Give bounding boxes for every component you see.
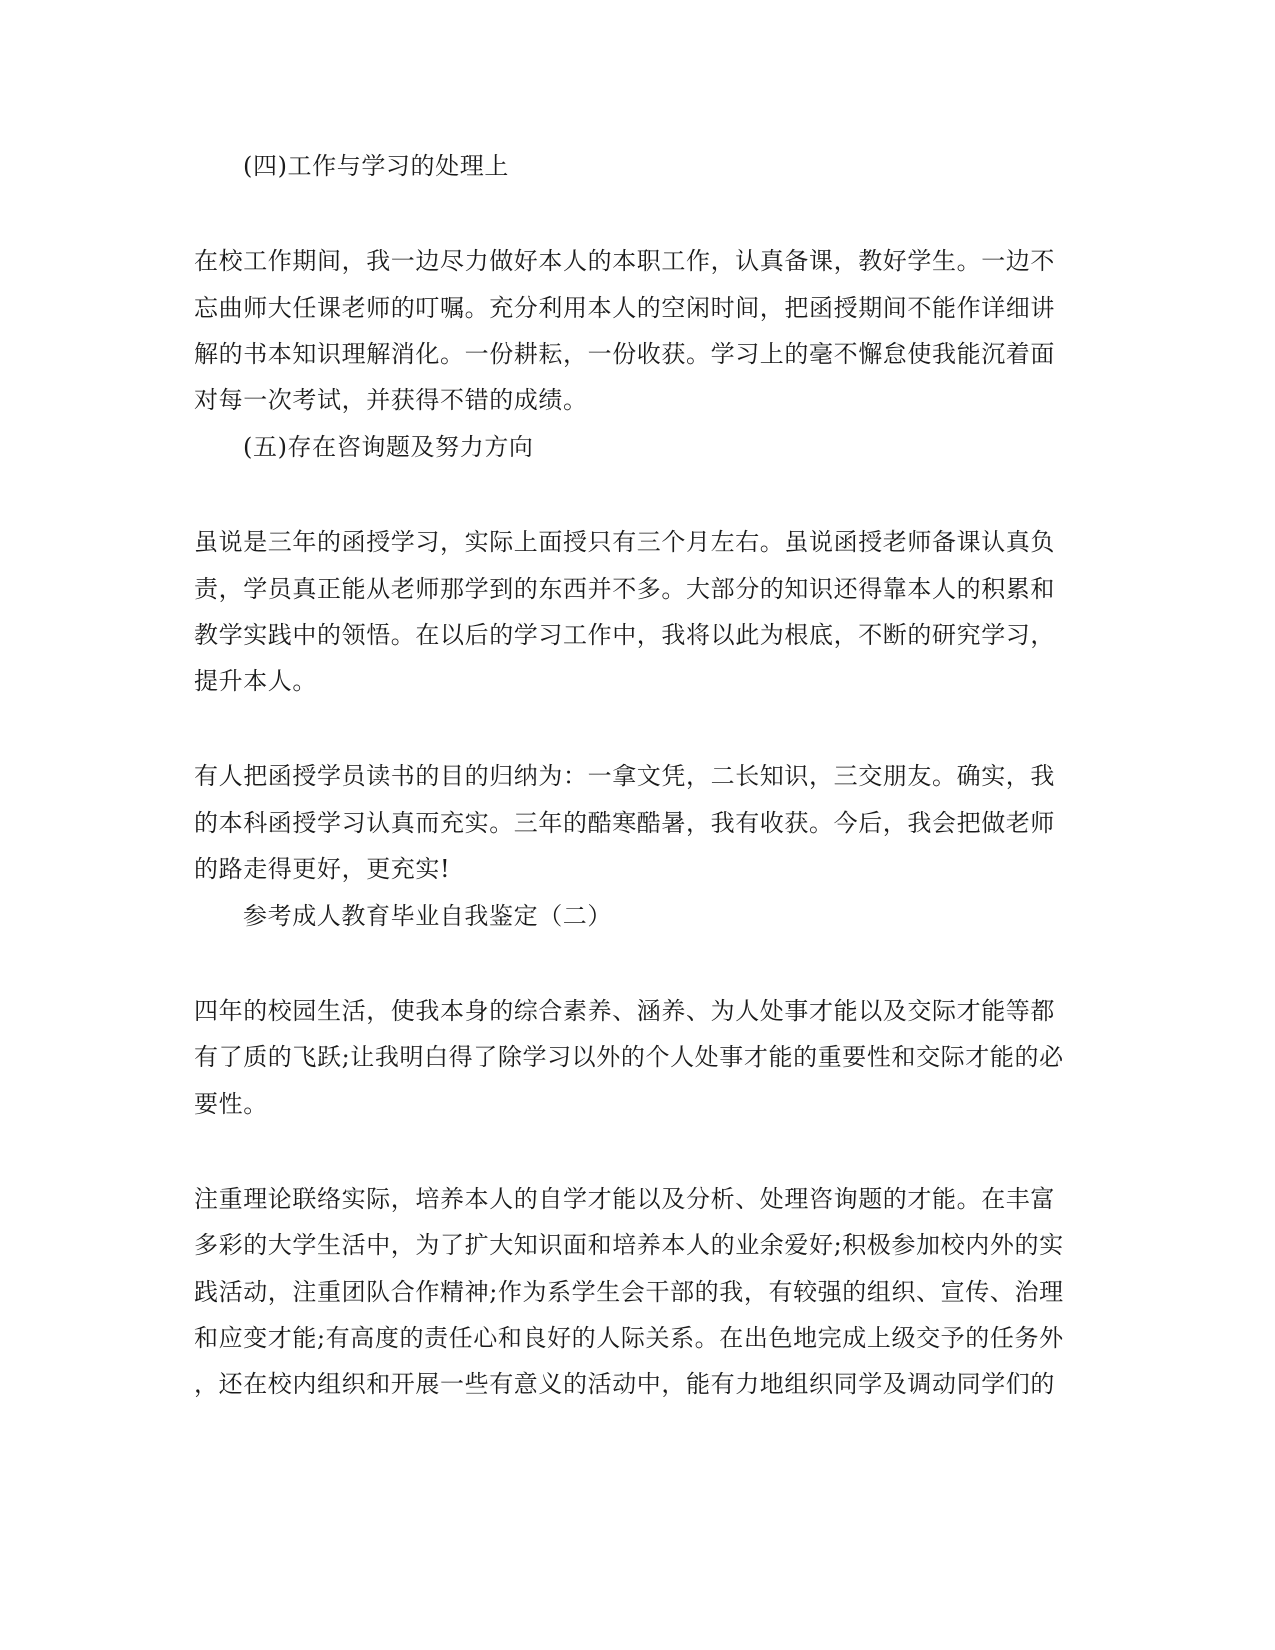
- paragraph-line: 提升本人。: [194, 667, 317, 695]
- paragraph-line: 注重理论联络实际，培养本人的自学才能以及分析、处理咨询题的才能。在丰富: [194, 1185, 1055, 1213]
- paragraph-line: 践活动，注重团队合作精神;作为系学生会干部的我，有较强的组织、宣传、治理: [194, 1278, 1064, 1306]
- paragraph-line: 多彩的大学生活中，为了扩大知识面和培养本人的业余爱好;积极参加校内外的实: [194, 1231, 1064, 1259]
- section-heading-5: (五)存在咨询题及努力方向: [243, 433, 534, 461]
- paragraph-line: 解的书本知识理解消化。一份耕耘，一份收获。学习上的毫不懈怠使我能沉着面: [194, 340, 1055, 368]
- paragraph-line: 对每一次考试，并获得不错的成绩。: [194, 386, 588, 414]
- paragraph-line: 要性。: [194, 1090, 268, 1118]
- section-heading-4: (四)工作与学习的处理上: [243, 152, 509, 180]
- paragraph-line: 有人把函授学员读书的目的归纳为：一拿文凭，二长知识，三交朋友。确实，我: [194, 762, 1055, 790]
- paragraph-line: 四年的校园生活，使我本身的综合素养、涵养、为人处事才能以及交际才能等都: [194, 997, 1055, 1025]
- paragraph-line: 有了质的飞跃;让我明白得了除学习以外的个人处事才能的重要性和交际才能的必: [194, 1043, 1064, 1071]
- paragraph-line: 的本科函授学习认真而充实。三年的酷寒酷暑，我有收获。今后，我会把做老师: [194, 809, 1055, 837]
- paragraph-line: 和应变才能;有高度的责任心和良好的人际关系。在出色地完成上级交予的任务外: [194, 1324, 1064, 1352]
- paragraph-line: 的路走得更好，更充实!: [194, 855, 451, 883]
- section-heading-2: 参考成人教育毕业自我鉴定（二）: [243, 902, 612, 930]
- paragraph-line: ，还在校内组织和开展一些有意义的活动中，能有力地组织同学及调动同学们的: [194, 1370, 1055, 1398]
- paragraph-line: 在校工作期间，我一边尽力做好本人的本职工作，认真备课，教好学生。一边不: [194, 247, 1055, 275]
- paragraph-line: 责，学员真正能从老师那学到的东西并不多。大部分的知识还得靠本人的积累和: [194, 575, 1055, 603]
- paragraph-line: 虽说是三年的函授学习，实际上面授只有三个月左右。虽说函授老师备课认真负: [194, 528, 1055, 556]
- paragraph-line: 教学实践中的领悟。在以后的学习工作中，我将以此为根底，不断的研究学习，: [194, 621, 1055, 649]
- paragraph-line: 忘曲师大任课老师的叮嘱。充分利用本人的空闲时间，把函授期间不能作详细讲: [194, 294, 1055, 322]
